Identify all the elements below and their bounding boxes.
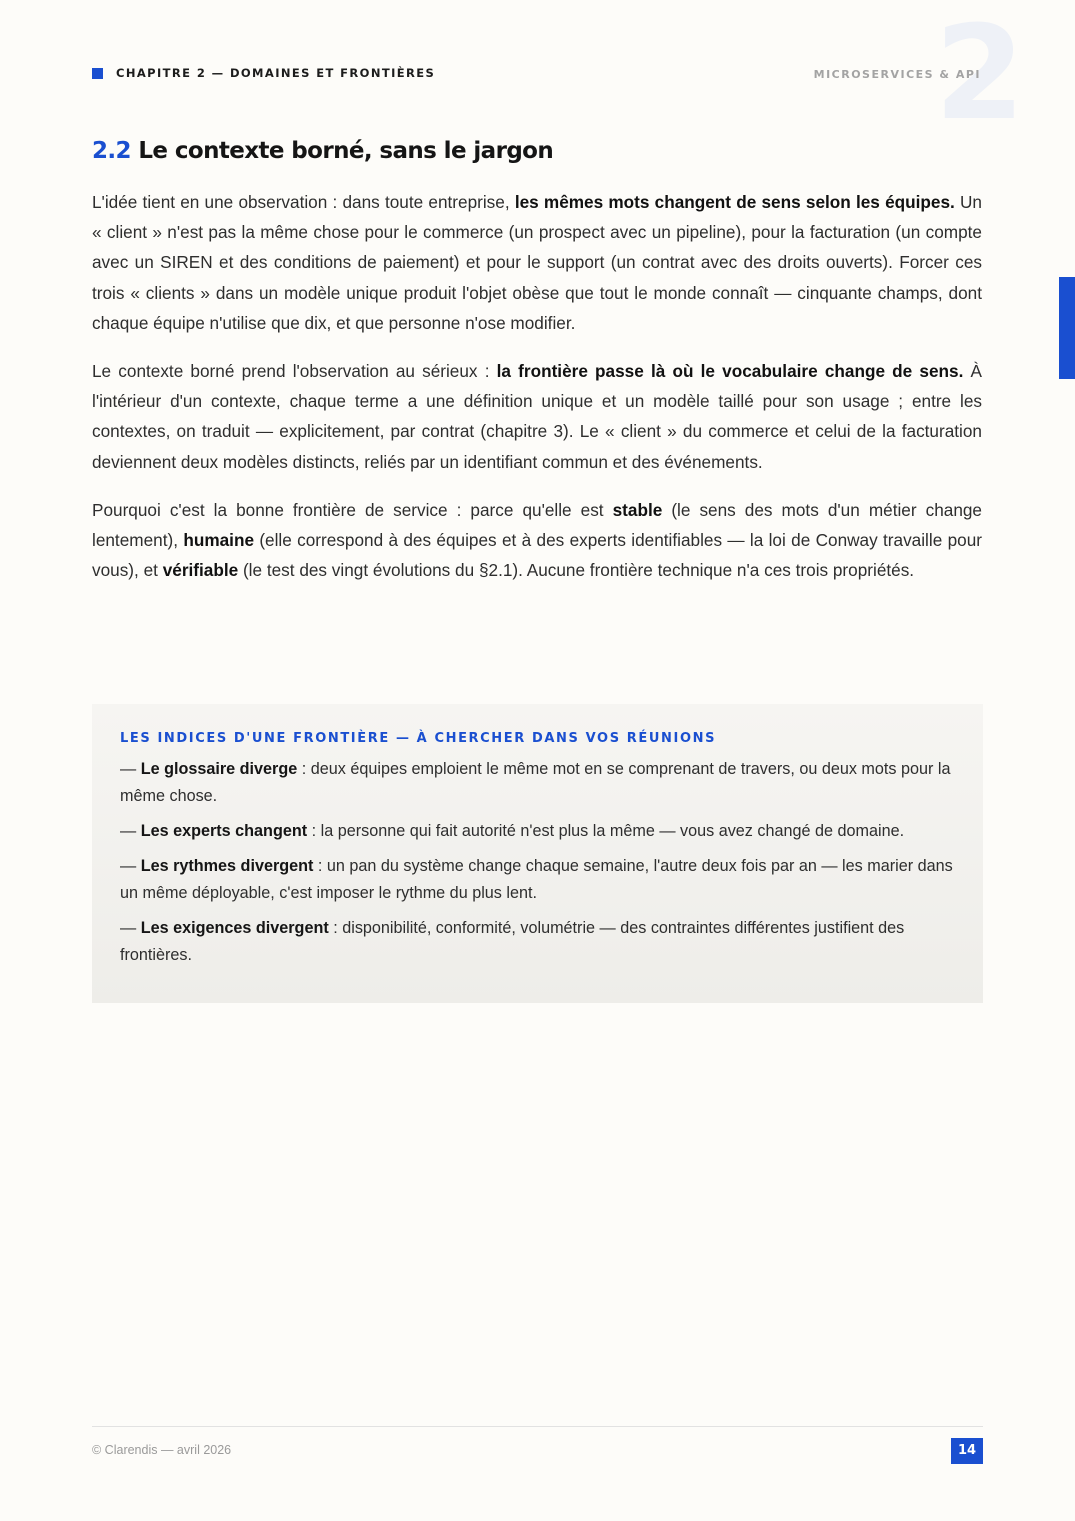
emphasis: vérifiable: [162, 560, 239, 581]
text-run: (le test des vingt évolutions du §2.1). Aucune frontière technique n'a ces trois propriétés.: [238, 560, 915, 581]
chapter-number-watermark: 2: [934, 0, 1025, 149]
text-run: Le contexte borné prend l'observation au sérieux :: [92, 361, 497, 382]
text-run: L'idée tient en une observation : dans toute entreprise,: [92, 192, 515, 212]
book-title: MICROSERVICES & API: [813, 68, 981, 81]
callout-title: LES INDICES D'UNE FRONTIÈRE — À CHERCHER DANS VOS RÉUNIONS: [120, 731, 717, 746]
callout-term: Les rythmes divergent: [140, 857, 314, 875]
text-run: Un « client » n'est pas la même chose pour le commerce (un prospect avec un pipeline), pour la facturation (un compte avec un SIREN et des conditions de paiement) et pour le support (un contrat avec des droits ouverts). Forcer ces trois « clients » dans un modèle unique produit l'objet obèse que tout le monde connaît — cinquante champs, dont chaque équipe n'utilise que dix, et que personne n'ose modifier.: [92, 192, 982, 333]
callout-item: [120, 756, 955, 810]
section-title: Le contexte borné, sans le jargon: [138, 138, 554, 164]
emphasis: la frontière passe là où le vocabulaire change de sens.: [496, 361, 964, 382]
dash: —: [120, 822, 141, 840]
emphasis: les mêmes mots changent de sens selon les équipes.: [514, 192, 955, 212]
emphasis: stable: [612, 499, 663, 520]
text-run: Pourquoi c'est la bonne frontière de service : parce qu'elle est: [92, 499, 613, 520]
callout-text: : la personne qui fait autorité n'est plus la même — vous avez changé de domaine.: [307, 822, 905, 840]
callout-box: [92, 704, 983, 1003]
callout-item: [120, 818, 955, 845]
body-text: [92, 187, 982, 603]
text-run: (le sens des mots d'un métier change lentement),: [92, 499, 982, 551]
paragraph-3: [92, 495, 982, 586]
page-number: 14: [951, 1438, 983, 1464]
callout-text: : disponibilité, conformité, volumétrie — des contraintes différentes justifient des frontières.: [120, 919, 905, 964]
paragraph-1: [92, 187, 982, 338]
dash: —: [120, 857, 141, 875]
chapter-marker: [92, 68, 103, 79]
dash: —: [120, 919, 141, 937]
chapter-side-tab: [1059, 277, 1075, 379]
text-run: À l'intérieur d'un contexte, chaque terme a une définition unique et un modèle taillé pour son usage ; entre les contextes, on traduit — explicitement, par contrat (chapitre 3). Le « client » du commerce et celui de la facturation deviennent deux modèles distincts, reliés par un identifiant commun et des événements.: [92, 361, 983, 472]
footer-divider: [92, 1426, 983, 1427]
emphasis: humaine: [183, 530, 254, 551]
section-heading: [92, 138, 553, 164]
dash: —: [120, 760, 141, 778]
callout-term: Les exigences divergent: [140, 919, 329, 937]
callout-text: : deux équipes emploient le même mot en se comprenant de travers, ou deux mots pour la même chose.: [120, 760, 951, 805]
text-run: (elle correspond à des équipes et à des experts identifiables — la loi de Conway travaille pour vous), et: [92, 530, 982, 581]
callout-item: [120, 853, 955, 907]
callout-term: Le glossaire diverge: [140, 760, 298, 778]
section-number: 2.2: [92, 138, 131, 164]
callout-text: : un pan du système change chaque semaine, l'autre deux fois par an — les marier dans un même déployable, c'est imposer le rythme du plus lent.: [120, 857, 953, 902]
running-header: [92, 66, 435, 80]
chapter-title: CHAPITRE 2 — DOMAINES ET FRONTIÈRES: [116, 66, 436, 80]
footer-copyright: © Clarendis — avril 2026: [92, 1443, 232, 1457]
paragraph-2: [92, 356, 982, 477]
callout-term: Les experts changent: [140, 822, 308, 840]
callout-item: [120, 915, 955, 969]
